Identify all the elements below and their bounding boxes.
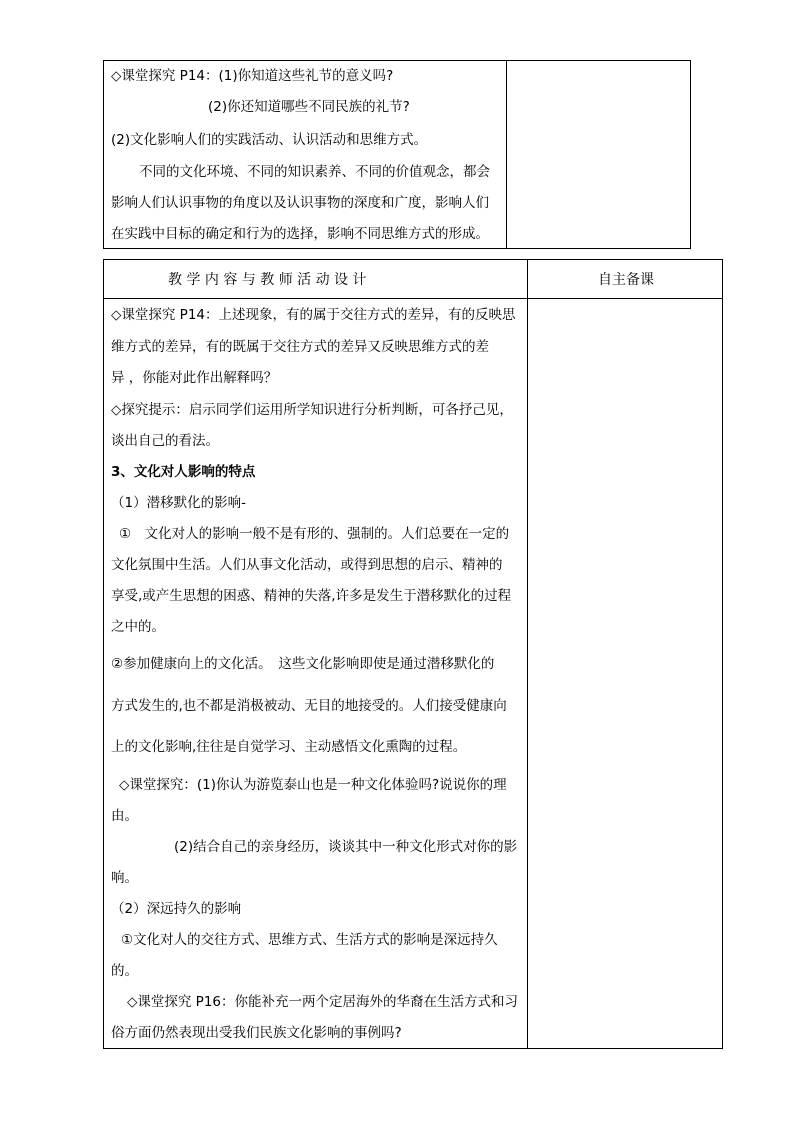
text-line: 之中的。 [111,619,165,635]
header-self-prep: 自主备课 [598,272,654,288]
text-line: 由。 [111,808,138,824]
text-line: 维方式的差异，有的既属于交往方式的差异又反映思维方式的差 [111,339,489,355]
header-teaching-content: 教 学 内 容 与 教 师 活 动 设 计 [168,272,367,288]
column-divider [527,260,528,1048]
text-line: ◇探究提示：启示同学们运用所学知识进行分析判断，可各抒己见， [111,402,513,418]
subsection-heading: （2）深远持久的影响 [111,901,242,917]
text-line: 在实践中目标的确定和行为的选择，影响不同思维方式的形成。 [111,226,489,242]
top-table [103,60,691,249]
text-line: ① 文化对人的影响一般不是有形的、强制的。人们总要在一定的 [119,526,510,542]
text-line: 文化氛围中生活。人们从事文化活动，或得到思想的启示、精神的 [111,557,503,573]
lesson-plan-table [103,259,723,1049]
text-line: 影响人们认识事物的角度以及认识事物的深度和广度，影响人们 [111,195,489,211]
text-line: ◇课堂探究 P14：上述现象，有的属于交往方式的差异，有的反映思 [111,307,516,323]
text-line: (2)文化影响人们的实践活动、认识活动和思维方式。 [111,132,428,148]
text-line: 异 ，你能对此作出解释吗？ [111,370,278,386]
text-line: ②参加健康向上的文化活。 这些文化影响即使是通过潜移默化的 [111,656,495,672]
section-heading: 3、文化对人影响的特点 [111,464,256,480]
subsection-heading: （1）潜移默化的影响- [111,495,246,511]
text-line: 谈出自己的看法。 [111,433,219,449]
text-line: 响。 [111,870,138,886]
text-line: 不同的文化环境、不同的知识素养、不同的价值观念，都会 [139,164,490,180]
text-line: ◇课堂探究 P16：你能补充一两个定居海外的华裔在生活方式和习 [127,994,518,1010]
text-line: (2)结合自己的亲身经历，谈谈其中一种文化形式对你的影 [174,839,518,855]
text-line: (2)你还知道哪些不同民族的礼节? [208,99,410,115]
text-line: 上的文化影响,往往是自觉学习、主动感悟文化熏陶的过程。 [111,739,467,755]
text-line: 享受,或产生思想的困惑、精神的失落,许多是发生于潜移默化的过程 [111,588,512,604]
top-table-content-cell [104,61,507,248]
text-line: 方式发生的,也不都是消极被动、无目的地接受的。人们接受健康向 [111,698,507,714]
text-line: ①文化对人的交往方式、思维方式、生活方式的影响是深远持久 [121,932,498,948]
text-line: ◇课堂探究 P14：(1)你知道这些礼节的意义吗? [111,68,394,84]
text-line: ◇课堂探究：(1)你认为游览泰山也是一种文化体验吗?说说你的理 [119,777,507,793]
text-line: 的。 [111,963,138,979]
text-line: 俗方面仍然表现出受我们民族文化影响的事例吗? [111,1025,402,1041]
